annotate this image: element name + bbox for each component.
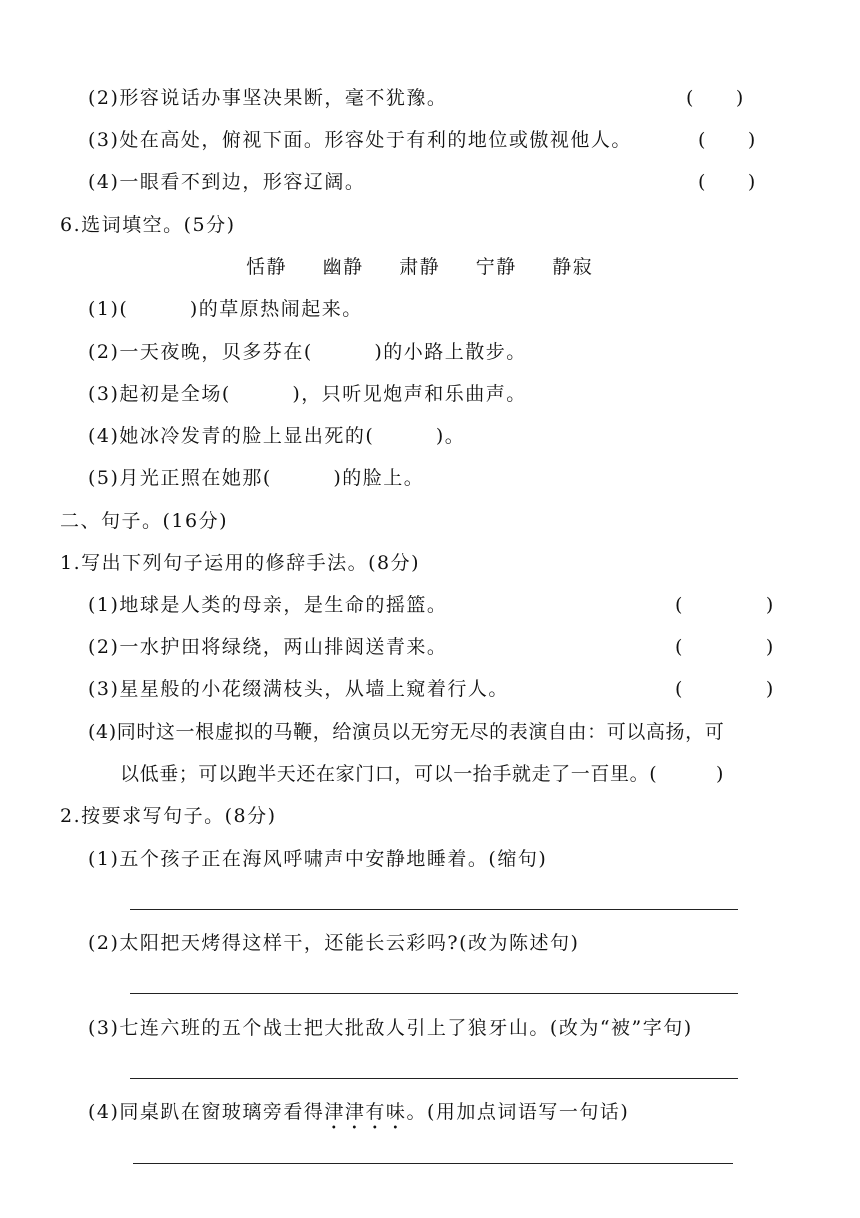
s2-q1-item-1-answer[interactable]: ( ): [675, 594, 775, 616]
answer-line-4[interactable]: [133, 1163, 733, 1164]
s2-q2-title: 2.按要求写句子。(8分): [60, 805, 277, 827]
q6-item-2[interactable]: (2)一天夜晚，贝多芬在( )的小路上散步。: [88, 341, 527, 363]
q6-word-bank: [246, 255, 621, 279]
word-option: 宁静: [475, 256, 517, 278]
q5-item-2: (2)形容说话办事坚决果断，毫不犹豫。: [88, 87, 448, 109]
answer-line-3[interactable]: [130, 1078, 738, 1079]
word-option: 静寂: [552, 256, 594, 278]
s2-q1-item-2-answer[interactable]: ( ): [675, 636, 775, 658]
q6-item-1[interactable]: (1)( )的草原热闹起来。: [88, 298, 363, 320]
word-option: 幽静: [322, 256, 364, 278]
s2-q1-item-4-line-1: (4)同时这一根虚拟的马鞭，给演员以无穷无尽的表演自由：可以高扬，可: [88, 721, 725, 743]
section-2-title: 二、句子。(16分): [60, 510, 229, 532]
q6-item-4[interactable]: (4)她冰冷发青的脸上显出死的( )。: [88, 425, 466, 447]
s2-q1-title: 1.写出下列句子运用的修辞手法。(8分): [60, 552, 421, 574]
dotted-words: 津津有味: [324, 1101, 407, 1123]
q5-item-3: (3)处在高处，俯视下面。形容处于有利的地位或傲视他人。: [88, 129, 632, 151]
s2-q2-item-2: (2)太阳把天烤得这样干，还能长云彩吗?(改为陈述句): [88, 932, 580, 954]
s2-q2-item-1: (1)五个孩子正在海风呼啸声中安静地睡着。(缩句): [88, 848, 548, 870]
q6-title: 6.选词填空。(5分): [60, 214, 236, 236]
q5-item-2-answer[interactable]: ( ): [686, 87, 745, 109]
s2-q2-item-3: (3)七连六班的五个战士把大批敌人引上了狼牙山。(改为“被”字句): [88, 1017, 693, 1039]
s2-q1-item-3-answer[interactable]: ( ): [675, 678, 775, 700]
s2-q2-item-4-after: 。(用加点词语写一句话): [406, 1101, 630, 1123]
q6-item-3[interactable]: (3)起初是全场( )，只听见炮声和乐曲声。: [88, 383, 527, 405]
s2-q2-item-4-before: (4)同桌趴在窗玻璃旁看得: [88, 1101, 325, 1123]
answer-line-2[interactable]: [130, 993, 738, 994]
q5-item-4-answer[interactable]: ( ): [698, 171, 757, 193]
q5-item-3-answer[interactable]: ( ): [698, 129, 757, 151]
s2-q1-item-1: (1)地球是人类的母亲，是生命的摇篮。: [88, 594, 448, 616]
s2-q1-item-2: (2)一水护田将绿绕，两山排闼送青来。: [88, 636, 448, 658]
s2-q2-item-4: [88, 1100, 629, 1134]
q5-item-4: (4)一眼看不到边，形容辽阔。: [88, 171, 366, 193]
s2-q1-item-3: (3)星星般的小花缀满枝头，从墙上窥着行人。: [88, 678, 509, 700]
s2-q1-item-4-line-2[interactable]: 以低垂；可以跑半天还在家门口，可以一抬手就走了一百里。( ): [120, 763, 725, 785]
answer-line-1[interactable]: [130, 909, 738, 910]
word-option: 恬静: [246, 256, 288, 278]
word-option: 肃静: [399, 256, 441, 278]
q6-item-5[interactable]: (5)月光正照在她那( )的脸上。: [88, 467, 425, 489]
